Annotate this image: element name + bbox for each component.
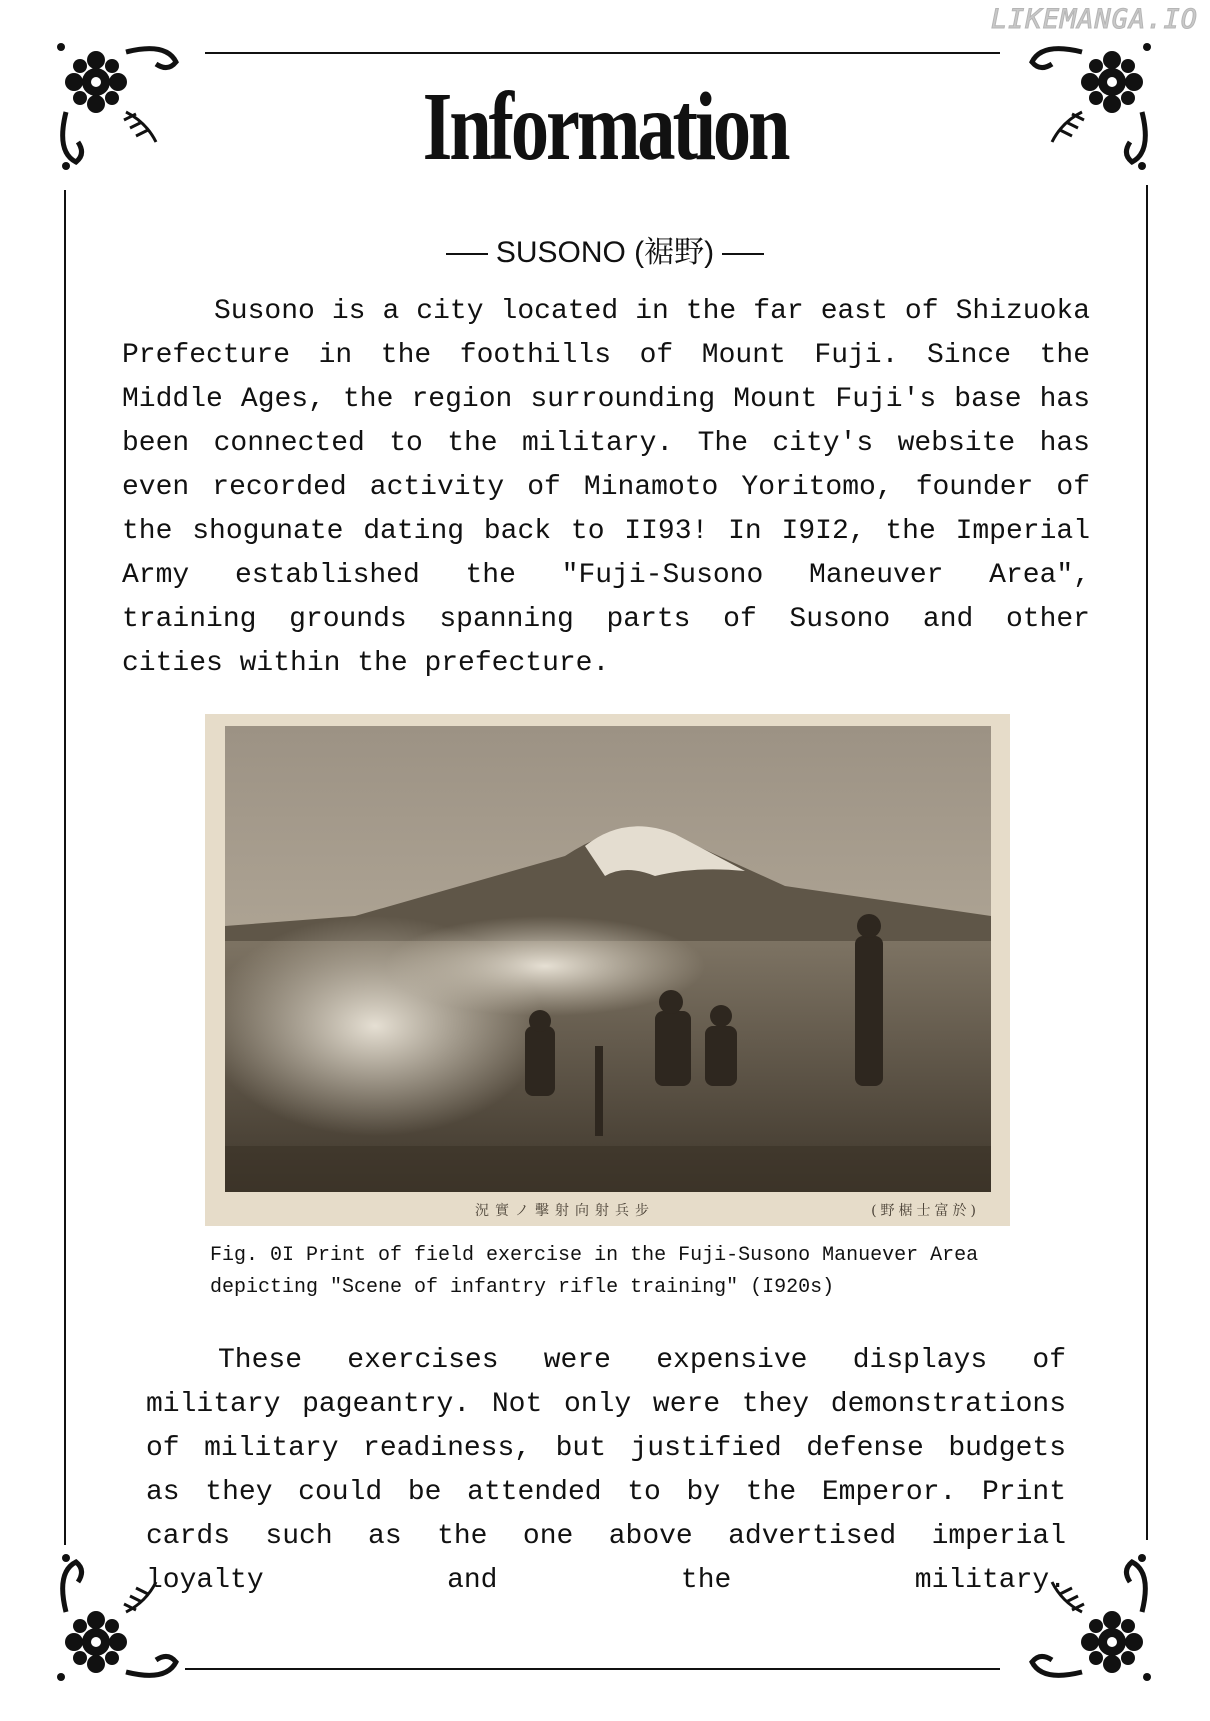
bottom-border-rule xyxy=(185,1668,1000,1670)
subtitle-dash-right xyxy=(722,253,764,255)
watermark: LIKEMANGA.IO xyxy=(990,4,1198,35)
intro-paragraph: Susono is a city located in the far east of Shizuoka Prefecture in the foothills of Mount Fuji. Since the Middle Ages, the region surrounding Mount Fuji's base has been connected to the military. The city's website has even recorded activity of Minamoto Yoritomo, founder of the shogunate dating back to II93! In I9I2, the Imperial Army established the "Fuji-Susono Maneuver Area", training grounds spanning parts of Susono and other cities within the prefecture. xyxy=(122,296,1090,679)
photo-caption-left: 況實ノ擊射向射兵步 xyxy=(475,1203,655,1219)
section-subtitle xyxy=(0,238,1210,268)
closing-paragraph: These exercises were expensive displays of military pageantry. Not only were they demonstrations of military readiness, but justified defense budgets as they could be attended to by the Emperor. Print cards such as the one above advertised imperial loyalty and the military. xyxy=(146,1345,1066,1596)
photo-print-caption xyxy=(205,1194,1010,1222)
page-title: Information xyxy=(422,73,788,181)
subtitle-text: SUSONO (裾野) xyxy=(495,236,715,269)
historical-photo-card xyxy=(205,714,1010,1226)
photo-caption-right: (野椐士富於) xyxy=(871,1203,980,1219)
mount-fuji-field-exercise-photo xyxy=(225,726,991,1192)
figure-caption: Fig. 0I Print of field exercise in the Fuji-Susono Manuever Area depicting "Scene of infantry rifle training" (I920s) xyxy=(210,1244,979,1299)
top-border-rule xyxy=(205,52,1000,54)
subtitle-dash-left xyxy=(446,253,488,255)
left-border-rule xyxy=(64,190,66,1545)
right-border-rule xyxy=(1146,185,1148,1540)
